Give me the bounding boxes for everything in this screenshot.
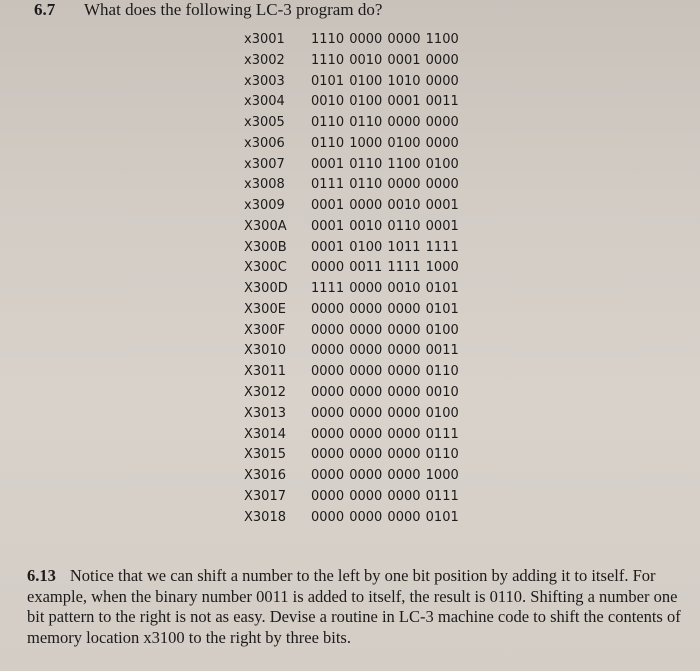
listing-row	[244, 466, 459, 487]
problem-6-7-heading	[34, 0, 382, 20]
machine-instruction: 0000 0000 0000 1000	[311, 468, 459, 484]
listing-row	[244, 383, 459, 404]
memory-address: X3018	[244, 509, 286, 525]
listing-row	[244, 321, 459, 342]
machine-instruction: 0001 0110 1100 0100	[311, 156, 459, 172]
memory-address: x3004	[244, 94, 285, 110]
listing-row	[244, 72, 459, 93]
machine-instruction: 0000 0000 0000 0010	[311, 385, 459, 401]
listing-row	[244, 341, 459, 362]
memory-address: X3016	[244, 468, 286, 484]
listing-row	[244, 113, 459, 134]
memory-address: X3013	[244, 405, 286, 421]
listing-row	[244, 217, 459, 238]
listing-row	[244, 196, 459, 217]
memory-address: x3009	[244, 198, 285, 214]
listing-row	[244, 30, 459, 51]
machine-instruction: 1110 0010 0001 0000	[311, 52, 459, 68]
memory-address: X3010	[244, 343, 286, 359]
problem-6-13	[27, 566, 687, 648]
problem-number: 6.13	[27, 566, 56, 585]
listing-row	[244, 508, 459, 529]
machine-instruction: 1110 0000 0000 1100	[311, 32, 459, 47]
machine-instruction: 0001 0100 1011 1111	[311, 239, 459, 255]
memory-address: X300A	[244, 218, 287, 234]
memory-address: x3006	[244, 135, 285, 151]
problem-text: Notice that we can shift a number to the left by one bit position by adding it to itself. For example, when the binary number 0011 is added to itself, the result is 0110. Shifting a number one bit pattern to the right is not as easy. Devise a routine in LC-3 machine code to shift the contents of memory location x3100 to the right by three bits.	[27, 566, 681, 647]
memory-address: X300B	[244, 239, 287, 255]
listing-row	[244, 134, 459, 155]
listing-row	[244, 404, 459, 425]
machine-instruction: 0000 0000 0000 0101	[311, 509, 459, 525]
listing-row	[244, 238, 459, 259]
machine-instruction: 0110 1000 0100 0000	[311, 135, 459, 151]
problem-question: What does the following LC-3 program do?	[84, 0, 383, 19]
machine-instruction: 0000 0000 0000 0110	[311, 364, 459, 380]
memory-address: x3005	[244, 115, 285, 131]
machine-instruction: 0000 0000 0000 0100	[311, 405, 459, 421]
memory-address: X300E	[244, 301, 286, 317]
memory-address: X300C	[244, 260, 287, 276]
listing-row	[244, 487, 459, 508]
memory-address: X300D	[244, 281, 288, 297]
machine-instruction: 1111 0000 0010 0101	[311, 281, 459, 297]
memory-address: X3015	[244, 447, 286, 463]
memory-address: x3003	[244, 73, 285, 89]
memory-address: X300F	[244, 322, 286, 338]
machine-instruction: 0001 0000 0010 0001	[311, 198, 459, 214]
machine-instruction: 0110 0110 0000 0000	[311, 115, 459, 131]
problem-number: 6.7	[34, 0, 56, 19]
listing-row	[244, 51, 459, 72]
memory-address: x3008	[244, 177, 285, 193]
machine-instruction: 0111 0110 0000 0000	[311, 177, 459, 193]
listing-row	[244, 155, 459, 176]
memory-address: X3011	[244, 364, 286, 380]
listing-row	[244, 362, 459, 383]
memory-address: X3017	[244, 488, 286, 504]
listing-row	[244, 445, 459, 466]
machine-instruction: 0000 0000 0000 0111	[311, 426, 459, 442]
listing-row	[244, 279, 459, 300]
listing-row	[244, 258, 459, 279]
machine-instruction: 0000 0000 0000 0011	[311, 343, 459, 359]
machine-instruction: 0000 0011 1111 1000	[311, 260, 459, 276]
machine-instruction: 0010 0100 0001 0011	[311, 94, 459, 110]
machine-instruction: 0000 0000 0000 0101	[311, 301, 459, 317]
memory-address: x3001	[244, 32, 285, 47]
listing-row	[244, 425, 459, 446]
machine-instruction: 0000 0000 0000 0110	[311, 447, 459, 463]
machine-instruction: 0001 0010 0110 0001	[311, 218, 459, 234]
memory-address: X3014	[244, 426, 286, 442]
program-listing	[244, 30, 459, 528]
listing-row	[244, 92, 459, 113]
machine-instruction: 0000 0000 0000 0111	[311, 488, 459, 504]
memory-address: x3002	[244, 52, 285, 68]
machine-instruction: 0000 0000 0000 0100	[311, 322, 459, 338]
listing-row	[244, 300, 459, 321]
memory-address: x3007	[244, 156, 285, 172]
listing-row	[244, 175, 459, 196]
memory-address: X3012	[244, 385, 286, 401]
machine-instruction: 0101 0100 1010 0000	[311, 73, 459, 89]
